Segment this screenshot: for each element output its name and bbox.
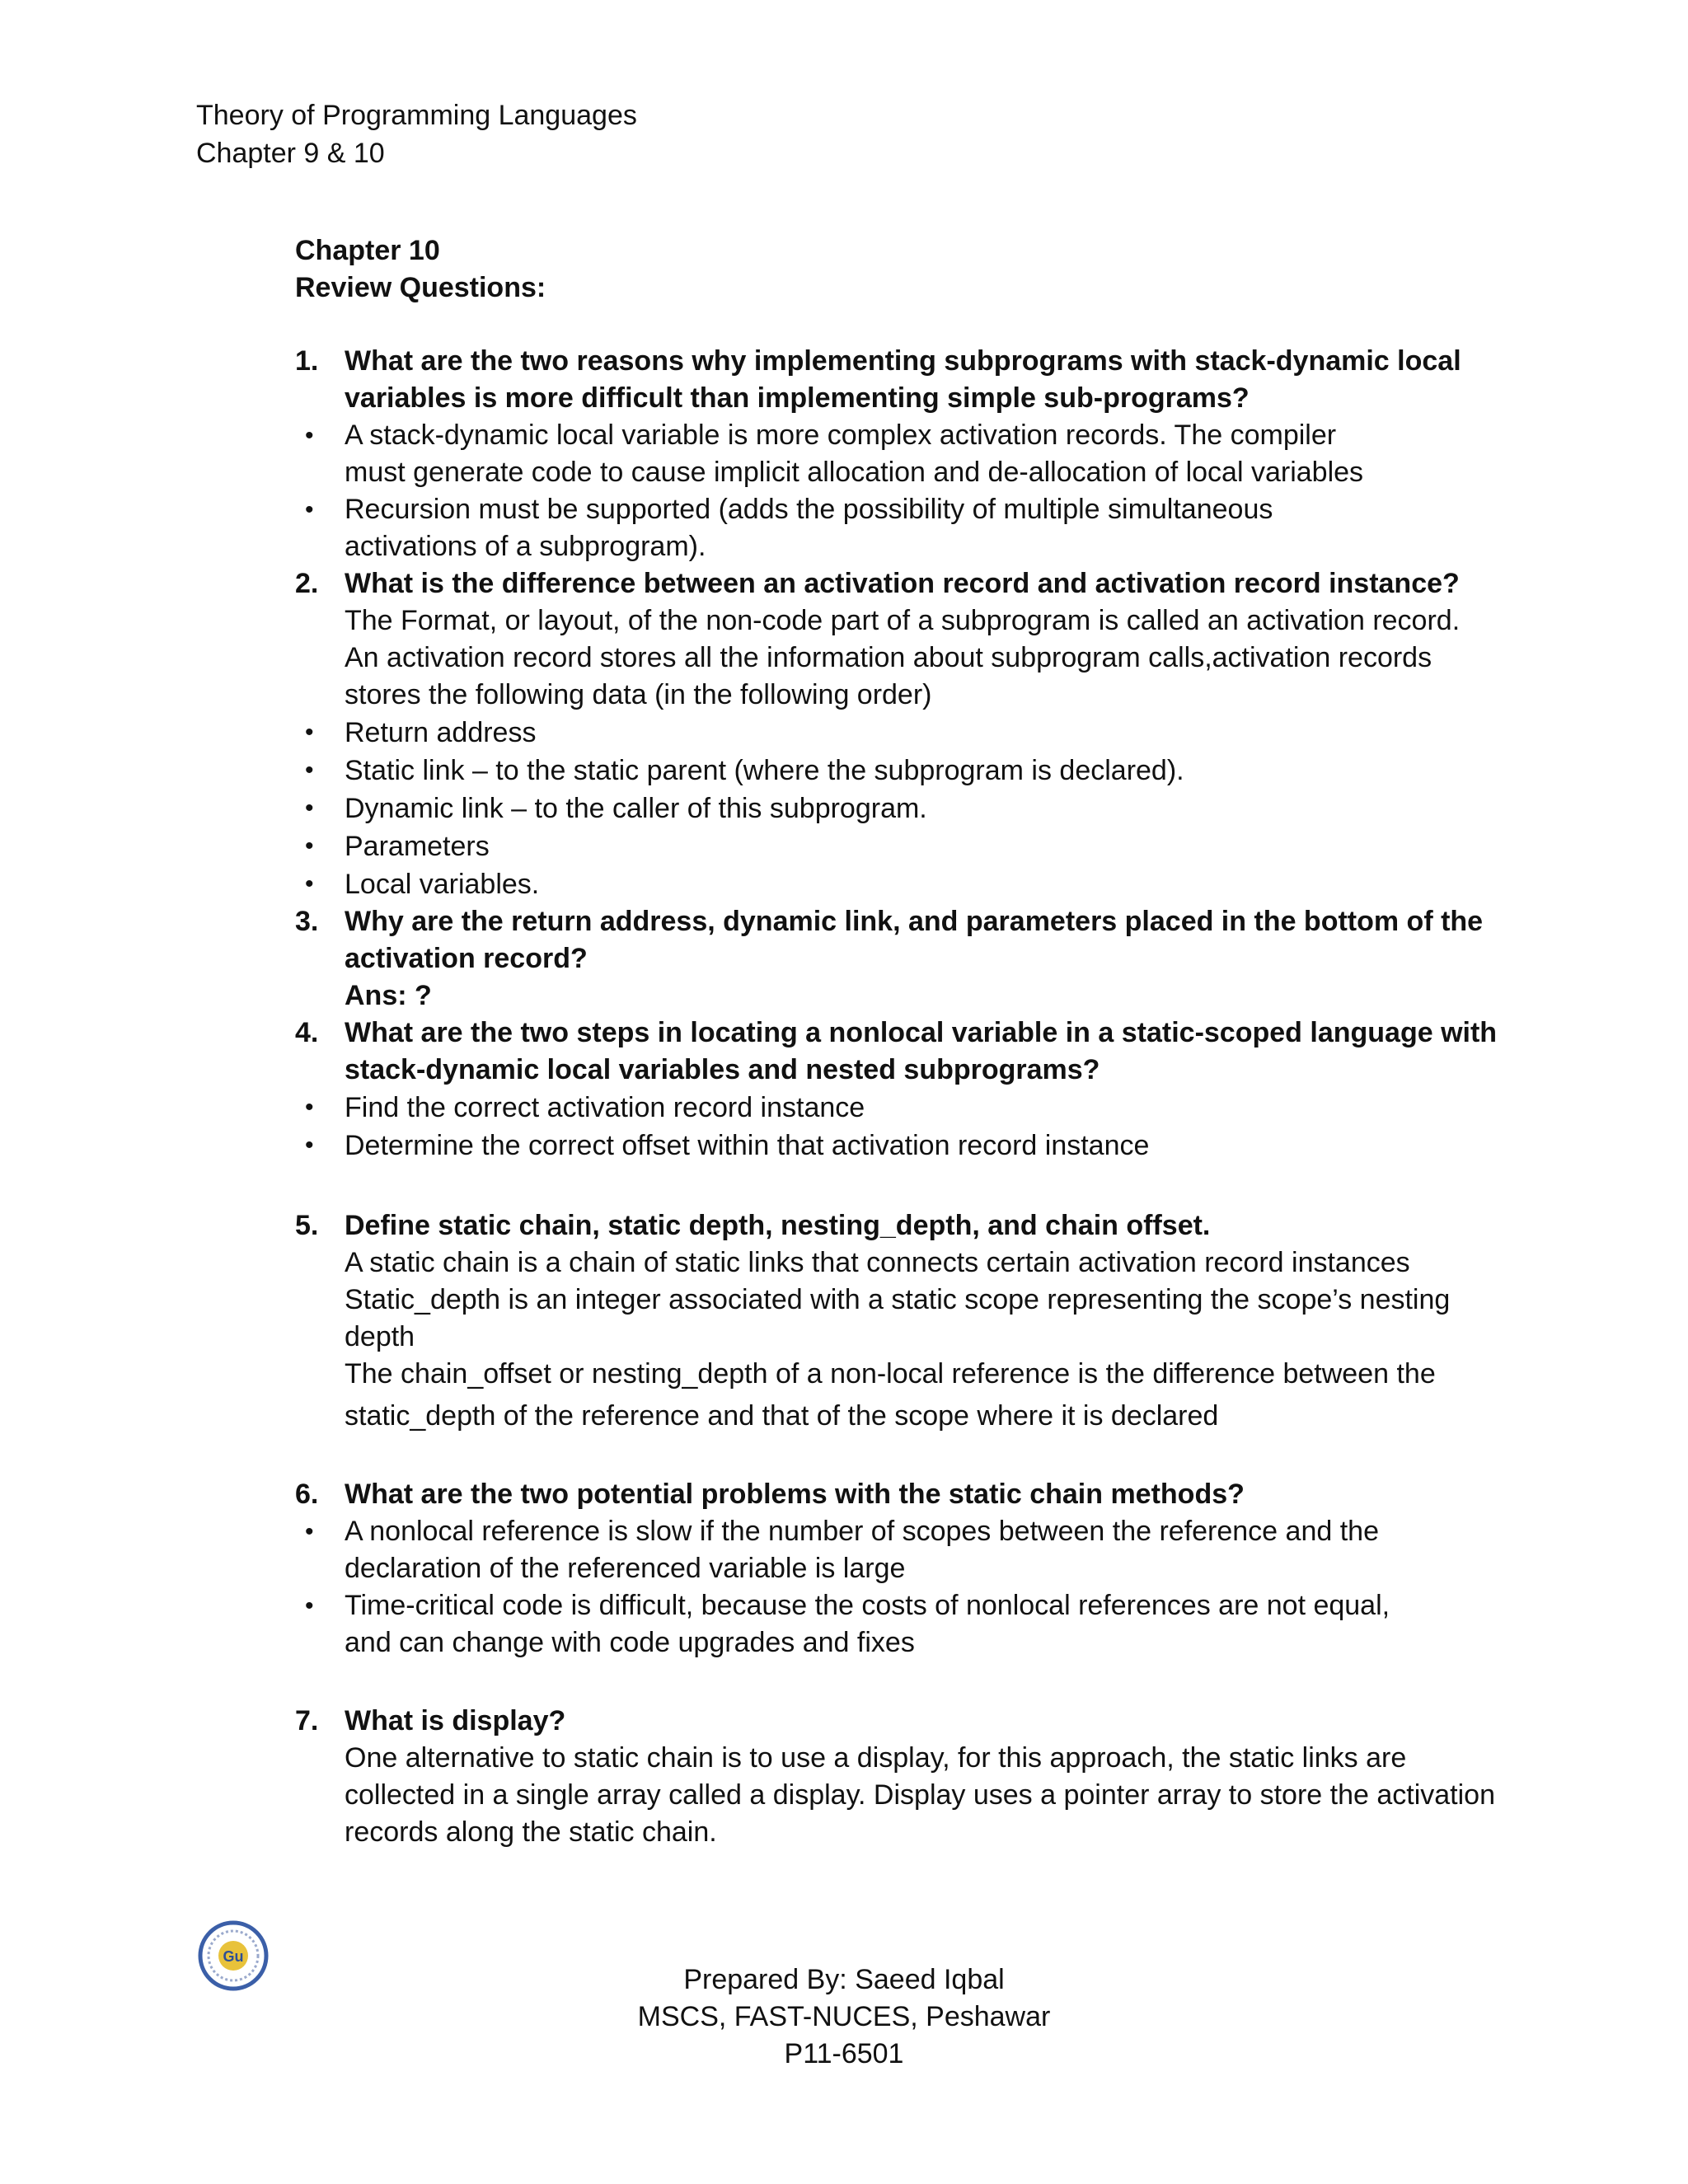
bullet-text: Dynamic link – to the caller of this subprogram. [345,793,927,824]
answer-line: Static_depth is an integer associated with a static scope representing the scope’s nesting [345,1284,1451,1315]
bullet-text: Return address [345,717,537,748]
answer-paragraph [345,1740,1498,1851]
bullet-text: Local variables. [345,869,540,900]
question-number: 1. [295,345,319,377]
answer-line: stores the following data (in the following order) [345,679,932,710]
question-title-line: What are the two reasons why implementing subprograms with stack-dynamic local [345,345,1461,377]
bullet-item [305,752,1498,790]
question-number: 6. [295,1479,319,1510]
question-title-line: activation record? [345,943,588,974]
document-body [295,232,1498,1851]
bullet-icon: • [305,422,314,449]
question-2 [295,565,1498,903]
question-title [345,565,1498,602]
bullet-icon: • [305,757,314,784]
bullet-line: Recursion must be supported (adds the possibility of multiple simultaneous [345,494,1273,525]
answer-bullets [305,417,1498,565]
answer-paragraph [345,1244,1498,1435]
bullet-icon: • [305,496,314,523]
question-4 [295,1015,1498,1165]
answer-line: records along the static chain. [345,1816,717,1848]
chapter-heading: Chapter 10 [295,235,440,266]
question-number: 3. [295,906,319,937]
question-number: 5. [295,1210,319,1241]
review-questions-heading: Review Questions: [295,272,546,303]
question-title-line: What is display? [345,1705,566,1736]
question-title [345,1207,1498,1244]
activation-record-fields [305,714,1498,903]
question-title-line: What is the difference between an activation record and activation record instance? [345,568,1460,599]
question-title-line: Why are the return address, dynamic link, and parameters placed in the bottom of the [345,906,1484,937]
bullet-item [305,827,1498,865]
bullet-icon: • [305,719,314,746]
answer-bullets [305,1089,1498,1165]
logo-letters: Gu [223,1948,244,1965]
question-6 [295,1476,1498,1661]
bullet-icon: • [305,794,314,822]
question-5 [295,1207,1498,1435]
bullet-icon: • [305,1132,314,1159]
answer-line: A static chain is a chain of static links that connects certain activation record instances [345,1247,1410,1278]
question-title-line: stack-dynamic local variables and nested subprograms? [345,1054,1100,1085]
bullet-item [305,865,1498,903]
bullet-line: and can change with code upgrades and fixes [345,1627,915,1658]
question-1 [295,343,1498,565]
bullet-icon: • [305,1592,314,1619]
bullet-line: must generate code to cause implicit allocation and de-allocation of local variables [345,457,1364,488]
student-id: P11-6501 [784,2038,904,2069]
answer-placeholder: Ans: ? [345,980,432,1011]
question-number: 4. [295,1017,319,1048]
bullet-text: Determine the correct offset within that activation record instance [345,1130,1150,1161]
document-header [196,96,637,172]
bullet-item [305,1127,1498,1165]
bullet-item [305,714,1498,752]
bullet-text: Static link – to the static parent (where the subprogram is declared). [345,755,1184,786]
bullet-item [305,491,1498,565]
prepared-by: Prepared By: Saeed Iqbal [683,1964,1005,1995]
bullet-icon: • [305,1518,314,1545]
bullet-line: activations of a subprogram). [345,531,706,562]
question-title [345,1015,1498,1089]
bullet-line: A stack-dynamic local variable is more complex activation records. The compiler [345,419,1337,451]
question-number: 7. [295,1705,319,1736]
bullet-item [305,1089,1498,1127]
question-title [345,343,1498,417]
answer-line: depth [345,1321,415,1352]
answer-line: The Format, or layout, of the non-code part of a subprogram is called an activation record. [345,605,1461,636]
question-title-line: Define static chain, static depth, nesting_depth, and chain offset. [345,1210,1211,1241]
affiliation: MSCS, FAST-NUCES, Peshawar [637,2001,1051,2032]
bullet-icon: • [305,1094,314,1121]
answer-line: static_depth of the reference and that of the scope where it is declared [345,1400,1219,1432]
question-title-line: What are the two steps in locating a nonlocal variable in a static-scoped language with [345,1017,1498,1048]
bullet-line: declaration of the referenced variable is large [345,1553,906,1584]
question-title [345,1703,1498,1740]
answer-line: An activation record stores all the information about subprogram calls,activation records [345,642,1432,673]
question-title [345,903,1498,1015]
question-title [345,1476,1498,1513]
question-3 [295,903,1498,1015]
bullet-line: Time-critical code is difficult, because the costs of nonlocal references are not equal, [345,1590,1390,1621]
bullet-text: Parameters [345,831,490,862]
bullet-line: A nonlocal reference is slow if the number of scopes between the reference and the [345,1516,1379,1547]
course-title: Theory of Programming Languages [196,100,637,131]
chapter-range: Chapter 9 & 10 [196,138,385,169]
answer-bullets [305,1513,1498,1661]
bullet-item [305,1513,1498,1587]
bullet-item [305,1587,1498,1661]
question-7 [295,1703,1498,1851]
document-footer [0,1961,1688,2073]
section-heading [295,232,1498,307]
question-number: 2. [295,568,319,599]
answer-line: collected in a single array called a display. Display uses a pointer array to store the activation [345,1779,1495,1811]
bullet-item [305,790,1498,827]
question-title-line: What are the two potential problems with the static chain methods? [345,1479,1245,1510]
bullet-icon: • [305,870,314,898]
bullet-icon: • [305,832,314,860]
question-title-line: variables is more difficult than implementing simple sub-programs? [345,382,1250,414]
answer-line: The chain_offset or nesting_depth of a non-local reference is the difference between the [345,1358,1436,1390]
bullet-text: Find the correct activation record instance [345,1092,865,1123]
answer-paragraph [345,602,1498,714]
answer-line: One alternative to static chain is to use a display, for this approach, the static links are [345,1742,1407,1774]
bullet-item [305,417,1498,491]
